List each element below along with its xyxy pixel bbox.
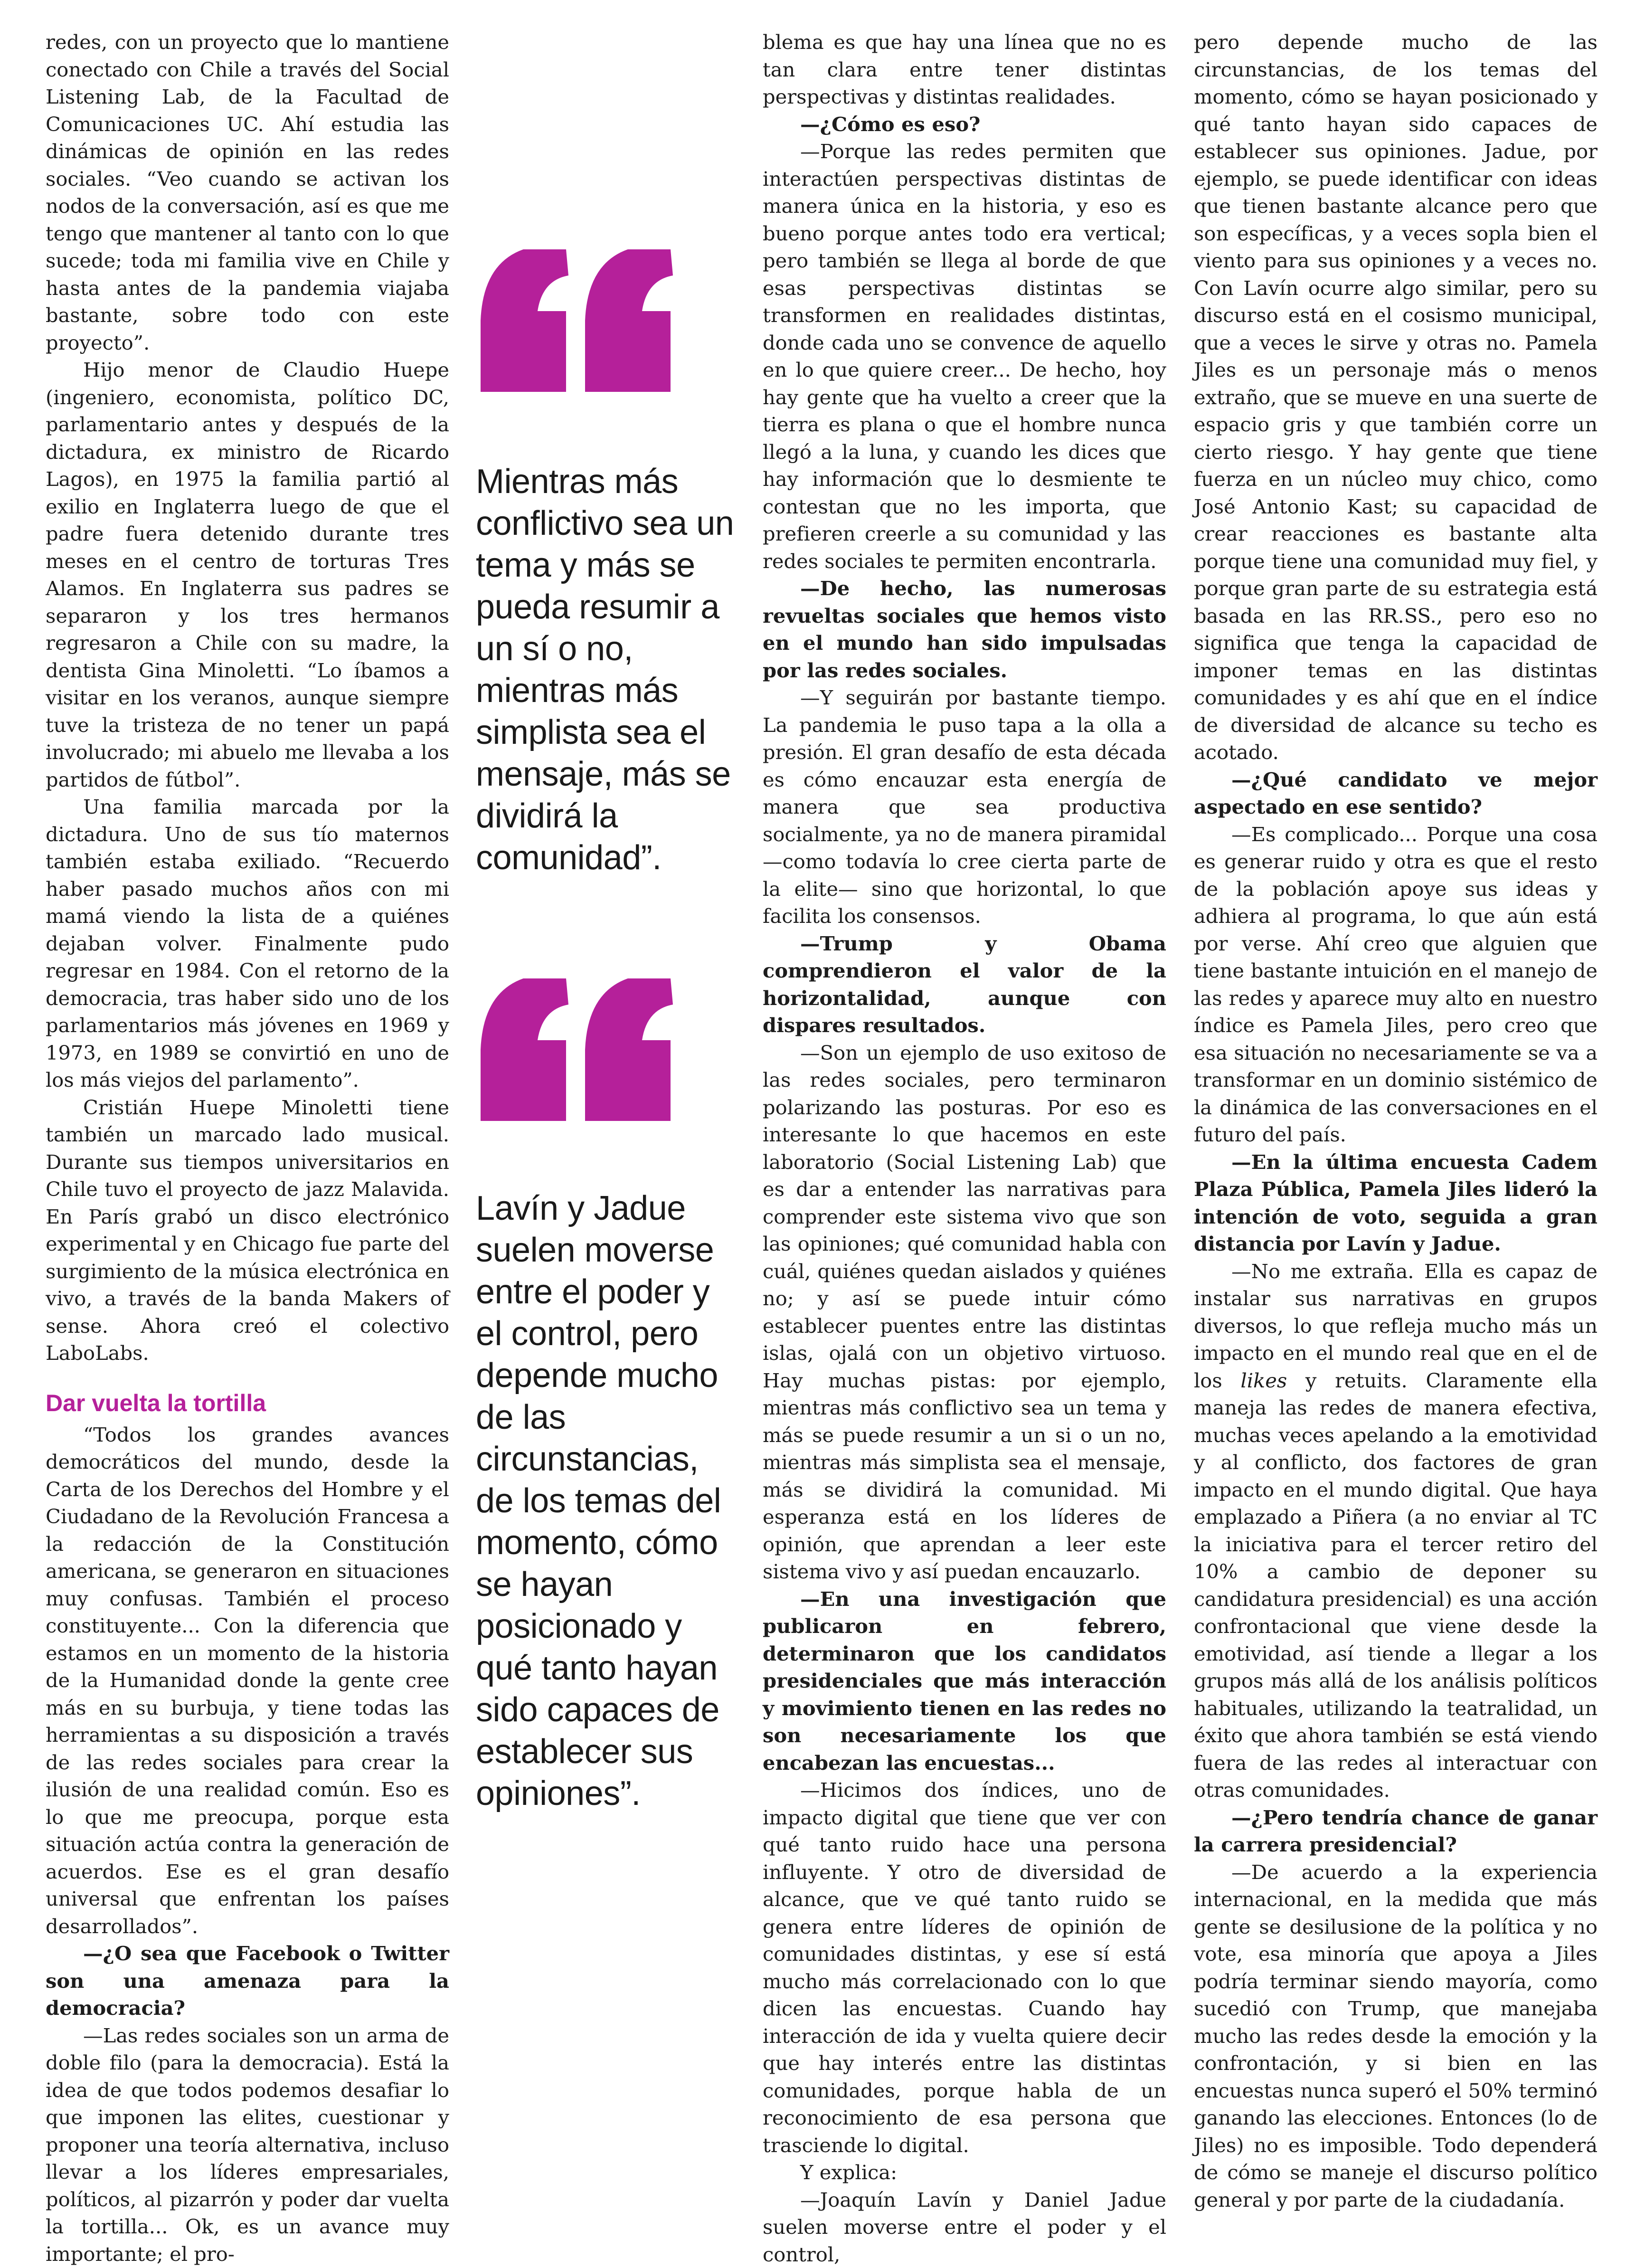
interview-question: —Trump y Obama comprendieron el valor de la horizontalidad, aunque con dispares resultados. xyxy=(763,930,1166,1039)
paragraph: Cristián Huepe Minoletti tiene también un marcado lado musical. Durante sus tiempos universitarios en Chile tuvo el proyecto de jazz Malavida. En París grabó un disco electrónico experimental y en Chicago fue parte del surgimiento de la música electrónica en vivo, a través de la banda Makers of sense. Ahora creó el colectivo LaboLabs. xyxy=(46,1094,449,1367)
paragraph: Y explica: xyxy=(763,2159,1166,2186)
interview-question: —¿O sea que Facebook o Twitter son una amenaza para la democracia? xyxy=(46,1940,449,2022)
paragraph: —Porque las redes permiten que interactúen perspectivas distintas de manera única en la historia, y eso es bueno porque antes todo era vertical; pero también se llega al borde de que esas perspectivas distintas se transformen en realidades distintas, donde cada uno se convence de aquello en lo que quiere creer... De hecho, hoy hay gente que ha vuelto a creer que la tierra es plana o que el hombre nunca llegó a la luna, y cuando les dices que hay información que lo desmiente te contestan que no les importa, que prefieren creerle a su comunidad y las redes sociales te permiten encontrarla. xyxy=(763,138,1166,575)
paragraph: —De acuerdo a la experiencia internacional, en la medida que más gente se desilusione de la política y no vote, esa minoría que apoya a Jiles podría terminar siendo mayoría, como sucedió con Trump, que manejaba mucho las redes desde la emoción y la confrontación, y si bien en las encuestas nunca superó el 50% terminó ganando las elecciones. Entonces (lo de Jiles) no es imposible. Todo dependerá de cómo se maneje el discurso político general y por parte de la ciudadanía. xyxy=(1194,1859,1598,2214)
paragraph xyxy=(1194,1258,1598,1804)
interview-question: —De hecho, las numerosas revueltas sociales que hemos visto en el mundo han sido impulsadas por las redes sociales. xyxy=(763,575,1166,684)
paragraph: Una familia marcada por la dictadura. Uno de sus tío maternos también estaba exiliado. “Recuerdo haber pasado muchos años con mi mamá viendo la lista de a quiénes dejaban volver. Finalmente pudo regresar en 1984. Con el retorno de la democracia, tras haber sido uno de los parlamentarios más jóvenes en 1969 y 1973, en 1989 se convirtió en uno de los más viejos del parlamento”. xyxy=(46,793,449,1094)
paragraph: redes, con un proyecto que lo mantiene conectado con Chile a través del Social Listening Lab, de la Facultad de Comunicaciones UC. Ahí estudia las dinámicas de opinión en las redes sociales. “Veo cuando se activan los nodos de la conversación, así es que me tengo que mantener al tanto con lo que sucede; toda mi familia vive en Chile y hasta antes de la pandemia viajaba bastante, sobre todo con este proyecto”. xyxy=(46,28,449,356)
paragraph: —Hicimos dos índices, uno de impacto digital que tiene que ver con qué tanto ruido hace una persona influyente. Y otro de diversidad de alcance, que ve qué tanto ruido se genera entre líderes de opinión de comunidades distintas, y ese sí está mucho más correlacionado con lo que dicen las encuestas. Cuando hay interacción de ida y vuelta quiere decir que hay interés entre las distintas comunidades, porque habla de un reconocimiento de esa persona que trasciende lo digital. xyxy=(763,1776,1166,2159)
interview-question: —En la última encuesta Cadem Plaza Pública, Pamela Jiles lideró la intención de voto, seguida a gran distancia por Lavín y Jadue. xyxy=(1194,1148,1598,1258)
paragraph: pero depende mucho de las circunstancias, de los temas del momento, cómo se hayan posicionado y qué tanto hayan sido capaces de establecer sus opiniones. Jadue, por ejemplo, se puede identificar con ideas que tienen bastante alcance pero que son específicas, y a veces sopla bien el viento para sus opiniones y a veces no. Con Lavín ocurre algo similar, pero su discurso está en el cosismo municipal, que a veces le sirve y otras no. Pamela Jiles es un personaje más o menos extraño, que se mueve en una suerte de espacio gris y que también corre un cierto riesgo. Y hay gente que tiene fuerza en un núcleo muy chico, como José Antonio Kast; su capacidad de crear reacciones es bastante alta porque tiene una comunidad muy fiel, y porque gran parte de su estrategia está basada en las RR.SS., pero eso no significa que tenga la capacidad de imponer temas en las distintas comunidades y es ahí que en el índice de diversidad de alcance su techo es acotado. xyxy=(1194,28,1598,766)
interview-question: —¿Cómo es eso? xyxy=(763,111,1166,138)
pull-quote-1 xyxy=(476,249,742,879)
paragraph: —Las redes sociales son un arma de doble filo (para la democracia). Está la idea de que todos podemos desafiar lo que imponen las elites, cuestionar y proponer una teoría alternativa, incluso llevar a los líderes empresariales, políticos, al pizarrón y poder dar vuelta la tortilla... Ok, es un avance muy importante; el pro- xyxy=(46,2022,449,2268)
article-column-4 xyxy=(1194,28,1598,2213)
italic-word: likes xyxy=(1240,1369,1287,1392)
text-run: —No me extraña. Ella es capaz de instalar sus narrativas en grupos diversos, lo que refleja mucho más un impacto en el mundo real que en el de los xyxy=(1194,1260,1598,1392)
section-subheading: Dar vuelta la tortilla xyxy=(46,1389,449,1417)
article-column-1 xyxy=(46,28,449,2268)
text-run: y retuits. Claramente ella maneja las redes de manera efectiva, muchas veces apelando a la emotividad y al conflicto, dos factores de gran impacto en el mundo digital. Que haya emplazado a Piñera (a no enviar al TC la iniciativa para el tercer retiro del 10% a cambio de deponer su candidatura presidencial) es una acción confrontacional que viene desde la emotividad, así tiende a llegar a los grupos más allá de los análisis políticos habituales, utilizando la teatralidad, un éxito que ahora también se está viendo fuera de las redes al interactuar con otras comunidades. xyxy=(1194,1369,1598,1802)
opening-quote-icon xyxy=(476,249,675,392)
pull-quote-2 xyxy=(476,978,742,1814)
article-column-3 xyxy=(763,28,1166,2268)
paragraph: Hijo menor de Claudio Huepe (ingeniero, economista, político DC, parlamentario antes y después de la dictadura, ex ministro de Ricardo Lagos), en 1975 la familia partió al exilio en Inglaterra luego de que el padre fuera detenido durante tres meses en el centro de torturas Tres Alamos. En Inglaterra sus padres se separaron y los tres hermanos regresaron a Chile con su madre, la dentista Gina Minoletti. “Lo íbamos a visitar en los veranos, aunque siempre tuve la tristeza de no tener un papá involucrado; mi abuelo me llevaba a los partidos de fútbol”. xyxy=(46,356,449,793)
paragraph: —Es complicado... Porque una cosa es generar ruido y otra es que el resto de la población apoye sus ideas y adhiera al programa, lo que aún está por verse. Ahí creo que alguien que tiene bastante intuición en el manejo de las redes y aparece muy alto en nuestro índice es Pamela Jiles, pero creo que esa situación no necesariamente se va a transformar en un dominio sistémico de la dinámica de las conversaciones en el futuro del país. xyxy=(1194,821,1598,1148)
paragraph: —Joaquín Lavín y Daniel Jadue suelen moverse entre el poder y el control, xyxy=(763,2186,1166,2268)
interview-question: —En una investigación que publicaron en febrero, determinaron que los candidatos presidenciales que más interacción y movimiento tienen en las redes no son necesariamente los que encabezan las encuestas... xyxy=(763,1585,1166,1777)
paragraph: —Y seguirán por bastante tiempo. La pandemia le puso tapa a la olla a presión. El gran desafío de esta década es cómo encauzar esta energía de manera que sea productiva socialmente, ya no de manera piramidal —como todavía lo cree cierta parte de la elite— sino que horizontal, lo que facilita los consensos. xyxy=(763,684,1166,930)
pull-quote-text: Lavín y Jadue suelen moverse entre el poder y el control, pero depende mucho de las circunstancias, de los temas del momento, cómo se hayan posicionado y qué tanto hayan sido capaces de establecer sus opiniones”. xyxy=(476,1187,742,1814)
interview-question: —¿Pero tendría chance de ganar la carrera presidencial? xyxy=(1194,1804,1598,1859)
paragraph: —Son un ejemplo de uso exitoso de las redes sociales, pero terminaron polarizando las posturas. Por eso es interesante lo que hacemos en este laboratorio (Social Listening Lab) que es dar a entender las narrativas para comprender este sistema vivo que son las opiniones; qué comunidad habla con cuál, quiénes quedan aislados y quiénes no; y así se puede intuir cómo establecer puentes entre las distintas islas, ojalá con un objetivo virtuoso. Hay muchas pistas: por ejemplo, mientras más conflictivo sea un tema y más se puede resumir a un si o un no, mientras más simplista sea el mensaje, más se dividirá la comunidad. Mi esperanza está en los líderes de opinión, que aprendan a leer este sistema vivo y así puedan encauzarlo. xyxy=(763,1039,1166,1585)
opening-quote-icon xyxy=(476,978,675,1121)
interview-question: —¿Qué candidato ve mejor aspectado en ese sentido? xyxy=(1194,766,1598,821)
paragraph: “Todos los grandes avances democráticos del mundo, desde la Carta de los Derechos del Hombre y el Ciudadano de la Revolución Francesa a la redacción de la Constitución americana, se generaron en situaciones muy confusas. También el proceso constituyente... Con la diferencia que estamos en un momento de la historia de la Humanidad donde la gente cree más en su burbuja, y tiene todas las herramientas a su disposición a través de las redes sociales para crear la ilusión de una realidad común. Eso es lo que me preocupa, porque esta situación actúa contra la generación de acuerdos. Ese es el gran desafío universal que enfrentan los países desarrollados”. xyxy=(46,1421,449,1940)
paragraph: blema es que hay una línea que no es tan clara entre tener distintas perspectivas y distintas realidades. xyxy=(763,28,1166,111)
pull-quote-text: Mientras más conflictivo sea un tema y más se pueda resumir a un sí o no, mientras más simplista sea el mensaje, más se dividirá la comunidad”. xyxy=(476,461,742,879)
